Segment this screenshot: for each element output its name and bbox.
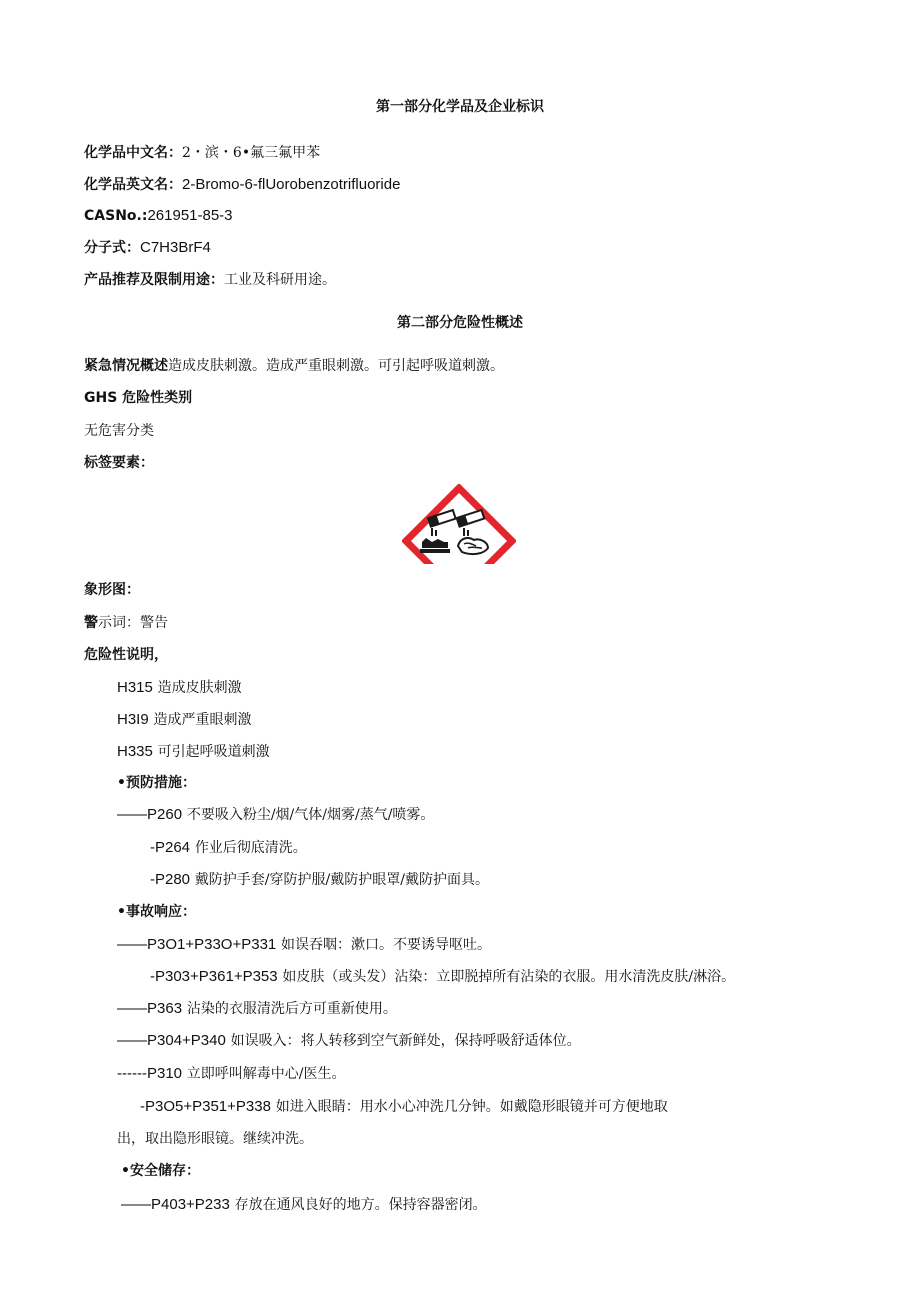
response-item xyxy=(117,934,491,955)
prevention-item xyxy=(150,869,489,890)
response-continuation: 出，取出隐形眼镜。继续冲洗。 xyxy=(117,1131,313,1147)
statement-text: 沾染的衣服清洗后方可重新使用。 xyxy=(186,1001,397,1017)
hazard-code: H335 xyxy=(117,743,153,760)
emergency-row xyxy=(84,355,504,376)
label-elements: 标签要素： xyxy=(84,455,154,471)
statement-code: -P264 xyxy=(150,839,191,856)
hazard-item xyxy=(117,677,242,698)
response-item xyxy=(117,998,397,1019)
response-item xyxy=(140,1096,668,1117)
statement-code: -P280 xyxy=(150,871,191,888)
emergency-value: 造成皮肤刺激。造成严重眼刺激。可引起呼吸道刺激。 xyxy=(168,358,504,374)
ghs-value: 无危害分类 xyxy=(84,423,154,439)
prevention-item xyxy=(150,837,307,858)
cas-label: CASNo.: xyxy=(84,208,148,224)
hazard-code: H3I9 xyxy=(117,711,149,728)
cas-value: 261951-85-3 xyxy=(147,207,233,224)
statement-text: 如皮肤（或头发）沾染：立即脱掉所有沾染的衣服。用水清洗皮肤/淋浴。 xyxy=(282,969,736,985)
signal-row xyxy=(84,612,168,633)
statement-code: ——P363 xyxy=(117,1000,183,1017)
emergency-label: 紧急情况概述 xyxy=(84,358,168,374)
statement-text: 如误吸入：将人转移到空气新鲜处，保持呼吸舒适体位。 xyxy=(230,1033,581,1049)
statement-code: ——P403+P233 xyxy=(121,1196,230,1213)
statement-code: ------P310 xyxy=(117,1065,183,1082)
prevention-label: •预防措施： xyxy=(117,775,196,791)
cn-name-value: 2・滨・6•氟三氟甲苯 xyxy=(182,145,321,161)
response-item xyxy=(117,1030,581,1051)
formula-row xyxy=(84,237,211,258)
statement-code: ——P260 xyxy=(117,806,183,823)
section-2-title: 第二部分危险性概述 xyxy=(397,315,523,331)
response-item xyxy=(150,966,735,987)
cn-name-row xyxy=(84,142,320,163)
hazard-code: H315 xyxy=(117,679,153,696)
response-item xyxy=(117,1063,346,1084)
statement-code: ——P3O1+P33O+P331 xyxy=(117,936,277,953)
storage-item xyxy=(121,1194,487,1215)
statement-text: 存放在通风良好的地方。保持容器密闭。 xyxy=(234,1197,487,1213)
statement-code: -P303+P361+P353 xyxy=(150,968,278,985)
hazard-label: 危险性说明， xyxy=(84,647,168,663)
use-row xyxy=(84,269,336,290)
signal-value: 示词：警告 xyxy=(98,615,168,631)
ghs-label: GHS 危险性类别 xyxy=(84,390,193,406)
storage-label: •安全储存： xyxy=(121,1163,200,1179)
hazard-text: 造成严重眼刺激 xyxy=(153,712,252,728)
use-value: 工业及科研用途。 xyxy=(224,272,336,288)
pictogram-label: 象形图： xyxy=(84,582,140,598)
cn-name-label: 化学品中文名： xyxy=(84,145,182,161)
statement-text: 戴防护手套/穿防护服/戴防护眼罩/戴防护面具。 xyxy=(194,872,489,888)
hazard-text: 造成皮肤刺激 xyxy=(157,680,242,696)
statement-code: ——P304+P340 xyxy=(117,1032,226,1049)
cas-row xyxy=(84,205,233,226)
en-name-label: 化学品英文名： xyxy=(84,177,182,193)
hazard-item xyxy=(117,709,251,730)
en-name-row xyxy=(84,174,400,195)
statement-text: 作业后彻底清洗。 xyxy=(194,840,307,856)
statement-text: 立即呼叫解毒中心/医生。 xyxy=(186,1066,346,1082)
statement-text: 不要吸入粉尘/烟/气体/烟雾/蒸气/喷雾。 xyxy=(186,807,435,823)
ghs05-corrosion-icon xyxy=(402,484,516,564)
response-label: •事故响应： xyxy=(117,904,196,920)
use-label: 产品推荐及限制用途： xyxy=(84,272,224,288)
en-name-value: 2-Bromo-6-flUorobenzotrifluoride xyxy=(182,176,401,193)
formula-label: 分子式： xyxy=(84,240,140,256)
hazard-text: 可引起呼吸道刺激 xyxy=(157,744,270,760)
formula-value: C7H3BrF4 xyxy=(140,239,211,256)
signal-label: 警 xyxy=(84,615,98,631)
hazard-item xyxy=(117,741,270,762)
statement-text: 如误吞咽：漱口。不要诱导呕吐。 xyxy=(281,937,492,953)
statement-code: -P3O5+P351+P338 xyxy=(140,1098,271,1115)
section-1-title: 第一部分化学品及企业标识 xyxy=(376,99,544,115)
statement-text: 如进入眼睛：用水小心冲洗几分钟。如戴隐形眼镜并可方便地取 xyxy=(275,1099,668,1115)
prevention-item xyxy=(117,804,434,825)
